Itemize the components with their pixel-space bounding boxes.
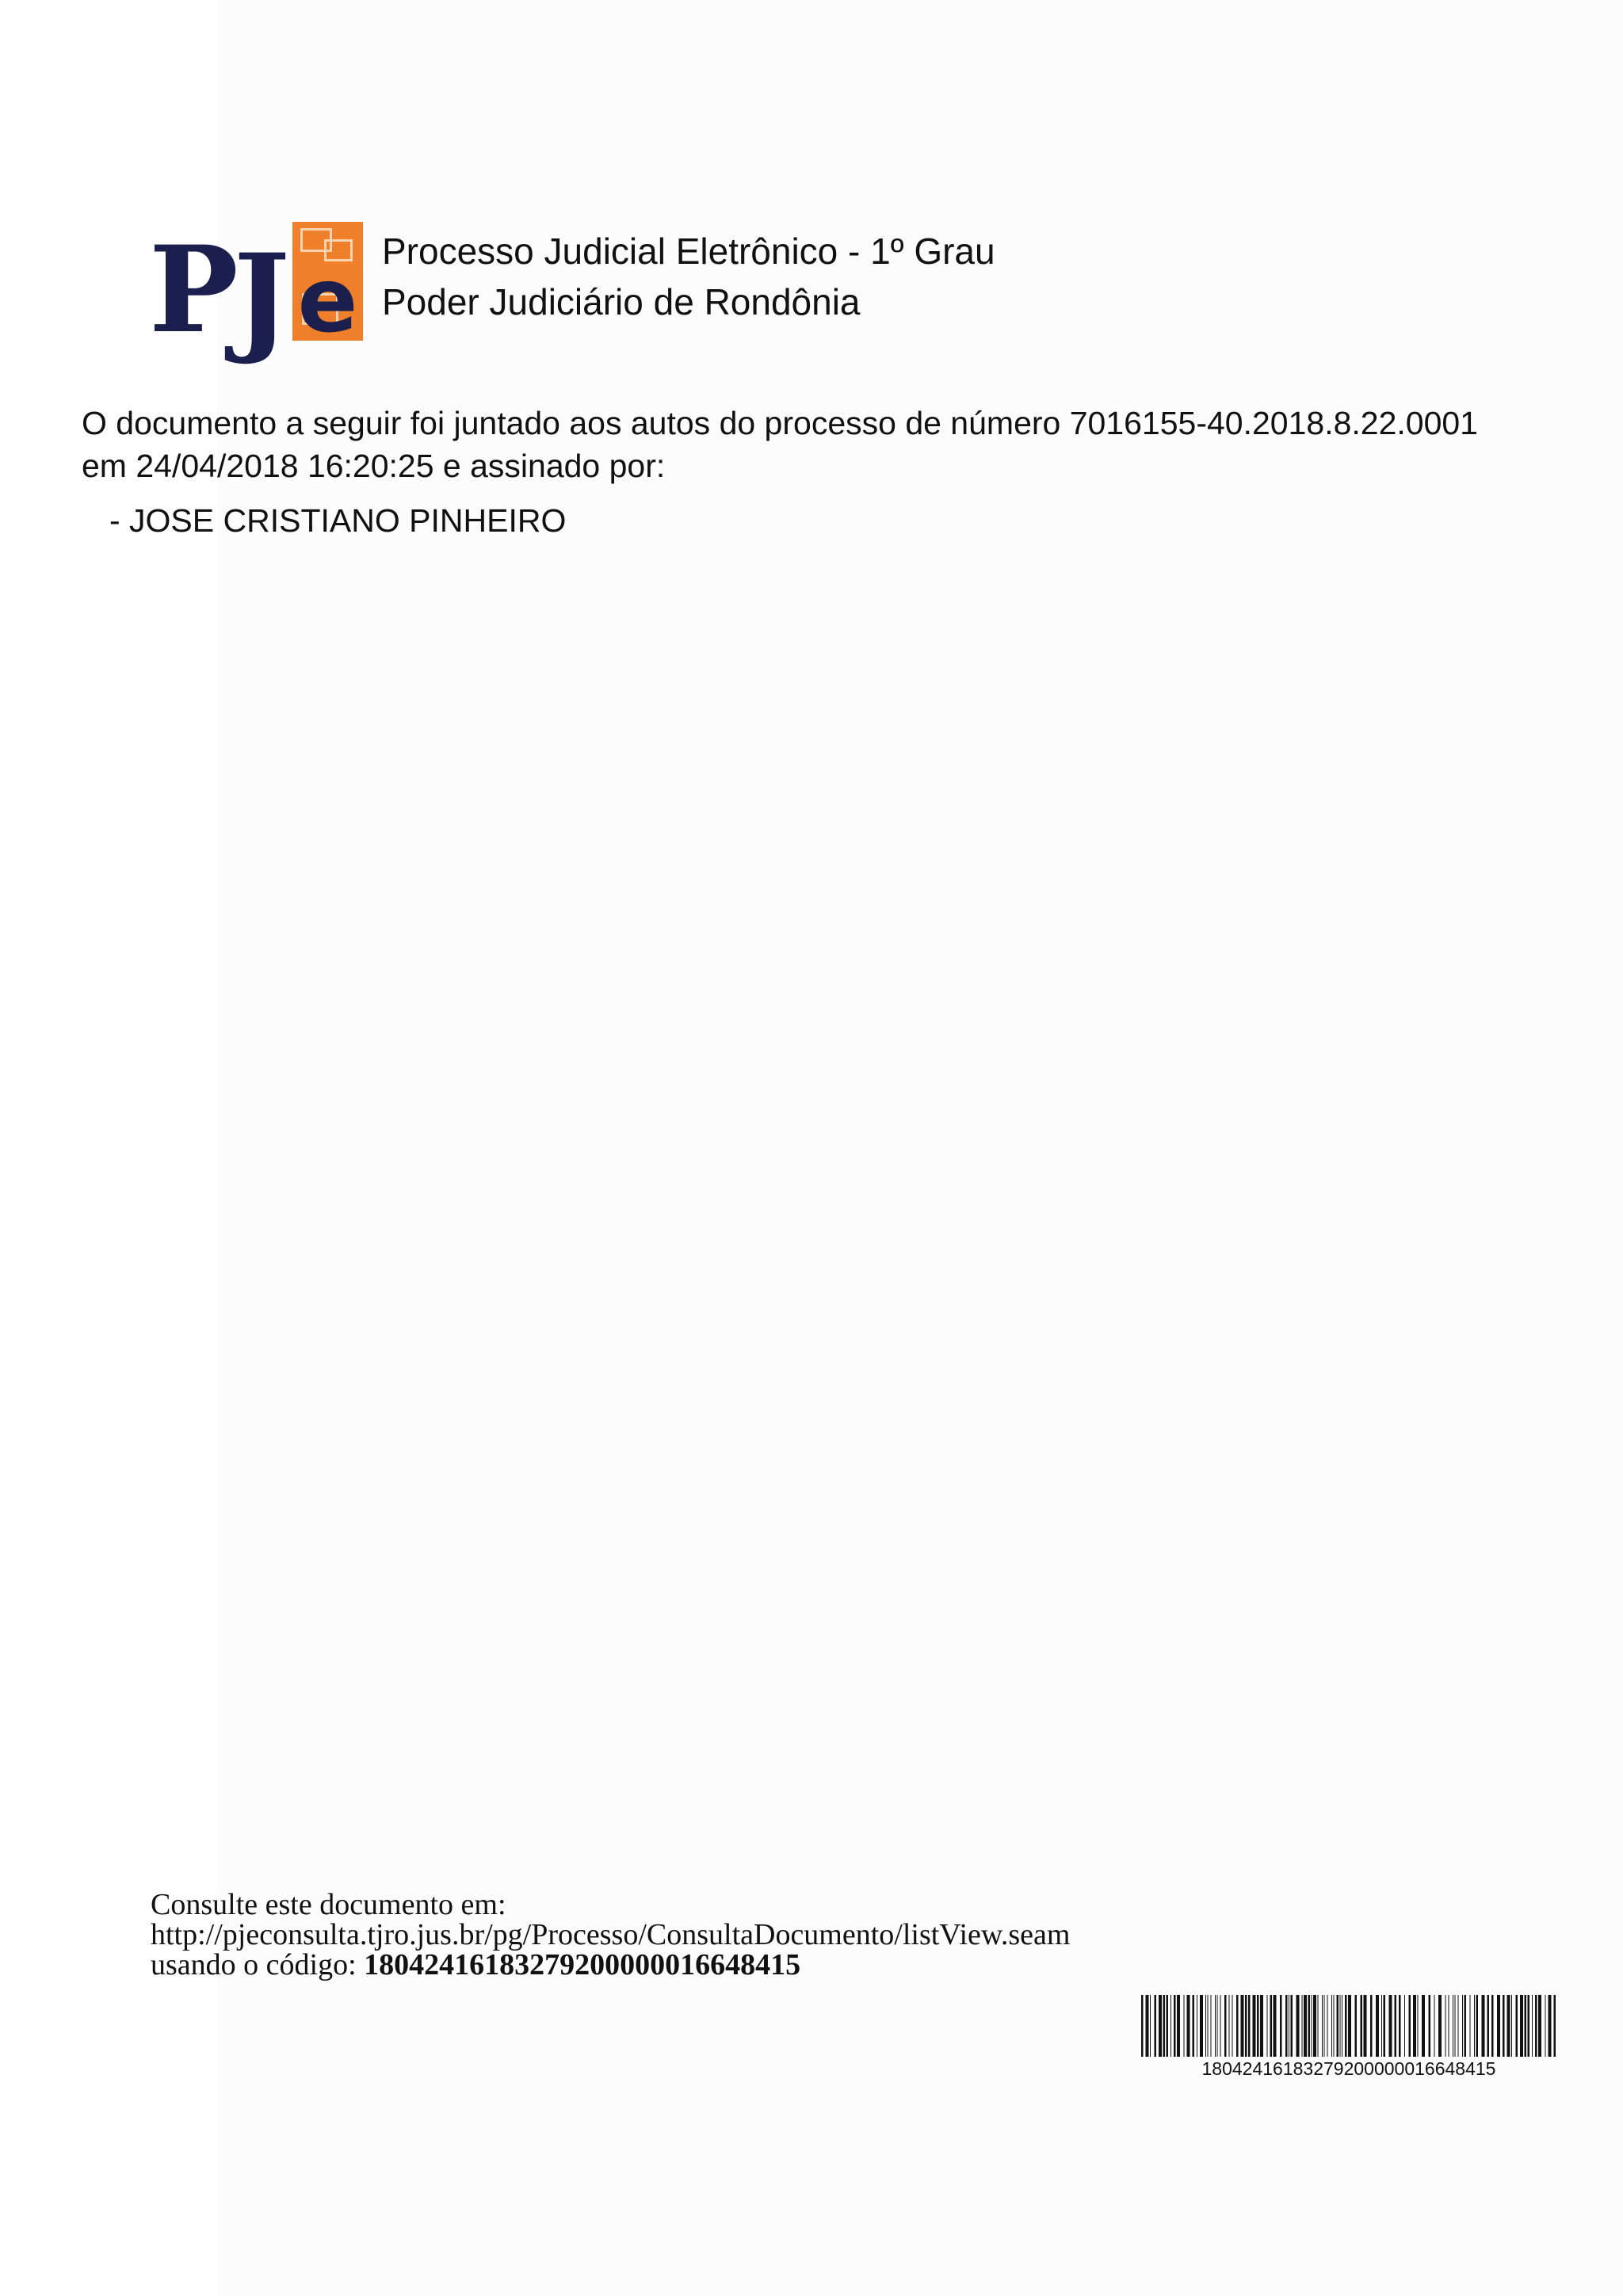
barcode-bar — [1520, 1995, 1523, 2057]
barcode-bar — [1455, 1995, 1456, 2057]
barcode-bar — [1429, 1995, 1431, 2057]
barcode-bar — [1193, 1995, 1195, 2057]
barcode-bar — [1532, 1995, 1533, 2057]
barcode-number: 18042416183279200000016648415 — [1201, 2058, 1496, 2079]
consult-url[interactable]: http://pjeconsulta.tjro.jus.br/pg/Processo/ConsultaDocumento/listView.seam — [151, 1918, 1071, 1951]
barcode-bar — [1270, 1995, 1273, 2057]
barcode-bar — [1445, 1995, 1446, 2057]
barcode-bar — [1384, 1995, 1386, 2057]
barcode-bar — [1224, 1995, 1227, 2057]
barcode-bar — [1217, 1995, 1218, 2057]
barcode-bar — [1462, 1995, 1463, 2057]
barcode-bar — [1248, 1995, 1251, 2057]
barcode-bar — [1491, 1995, 1494, 2057]
barcode-bar — [1458, 1995, 1459, 2057]
barcode-bar — [1241, 1995, 1244, 2057]
barcode-bar — [1200, 1995, 1203, 2057]
barcode-bar — [1507, 1995, 1510, 2057]
barcode-bar — [1150, 1995, 1151, 2057]
barcode-bar — [1404, 1995, 1405, 2057]
barcode-bar — [1296, 1995, 1300, 2057]
barcode-bar — [1322, 1995, 1323, 2057]
barcode-bar — [1324, 1995, 1325, 2057]
barcode-bar — [1511, 1995, 1512, 2057]
code-label: usando o código: — [151, 1948, 357, 1981]
barcode-bar — [1538, 1995, 1541, 2057]
barcode-bar — [1159, 1995, 1162, 2057]
barcode-bar — [1257, 1995, 1259, 2057]
barcode-bar — [1525, 1995, 1527, 2057]
barcode-bar — [1334, 1995, 1335, 2057]
barcode-bar — [1399, 1995, 1401, 2057]
barcode-bar — [1170, 1995, 1171, 2057]
consult-block — [151, 1890, 1070, 1980]
barcode-bar — [1409, 1995, 1411, 2057]
barcode-bar — [1355, 1995, 1358, 2057]
header-subtitle: Poder Judiciário de Rondônia — [382, 281, 861, 322]
barcode-bar — [1395, 1995, 1397, 2057]
pje-logo — [149, 211, 363, 369]
barcode-bar — [1285, 1995, 1288, 2057]
barcode-bar — [1280, 1995, 1282, 2057]
barcode-bar — [1364, 1995, 1367, 2057]
barcode-bar — [1487, 1995, 1490, 2057]
barcode-bar — [1229, 1995, 1230, 2057]
document-code: 18042416183279200000016648415 — [364, 1948, 801, 1981]
barcode-bar — [1208, 1995, 1209, 2057]
barcode-bar — [1340, 1995, 1341, 2057]
barcode-bar — [1413, 1995, 1416, 2057]
barcode-bar — [1482, 1995, 1485, 2057]
barcode-bar — [1434, 1995, 1435, 2057]
barcode-bar — [1418, 1995, 1419, 2057]
barcode-bar — [1274, 1995, 1277, 2057]
barcode-bar — [1141, 1995, 1144, 2057]
barcode-bar — [1465, 1995, 1467, 2057]
barcode-bar — [1528, 1995, 1530, 2057]
barcode-bar — [1220, 1995, 1221, 2057]
barcode-bar — [1232, 1995, 1233, 2057]
barcode-bar — [1545, 1995, 1546, 2057]
barcode-bar — [1337, 1995, 1339, 2057]
logo-letters: PJ — [149, 220, 285, 368]
barcode — [1141, 1995, 1556, 2057]
header-title: Processo Judicial Eletrônico - 1º Grau — [382, 231, 995, 272]
barcode-bar — [1535, 1995, 1537, 2057]
barcode-bar — [1516, 1995, 1518, 2057]
intro-line-1: O documento a seguir foi juntado aos autos do processo de número 7016155-40.2018.8.22.0001 — [82, 405, 1478, 441]
barcode-bar — [1253, 1995, 1256, 2057]
barcode-bar — [1260, 1995, 1263, 2057]
barcode-bar — [1304, 1995, 1307, 2057]
barcode-bar — [1245, 1995, 1247, 2057]
barcode-bar — [1313, 1995, 1316, 2057]
barcode-bar — [1187, 1995, 1190, 2057]
barcode-bar — [1474, 1995, 1475, 2057]
logo-orange-box — [292, 222, 363, 353]
barcode-bar — [1348, 1995, 1351, 2057]
barcode-bar — [1327, 1995, 1328, 2057]
barcode-bar — [1184, 1995, 1185, 2057]
consult-label: Consulte este documento em: — [151, 1888, 506, 1921]
barcode-bar — [1331, 1995, 1332, 2057]
barcode-bar — [1308, 1995, 1311, 2057]
barcode-bar — [1291, 1995, 1293, 2057]
barcode-bar — [1167, 1995, 1169, 2057]
logo-e-letter: e — [297, 250, 358, 353]
barcode-bar — [1438, 1995, 1442, 2057]
barcode-bar — [1549, 1995, 1552, 2057]
barcode-bar — [1174, 1995, 1176, 2057]
barcode-bar — [1503, 1995, 1505, 2057]
barcode-bar — [1146, 1995, 1149, 2057]
barcode-bar — [1155, 1995, 1157, 2057]
barcode-bar — [1163, 1995, 1166, 2057]
barcode-bar — [1470, 1995, 1471, 2057]
barcode-bar — [1236, 1995, 1239, 2057]
signer-name: - JOSE CRISTIANO PINHEIRO — [109, 502, 567, 539]
barcode-bar — [1554, 1995, 1556, 2057]
barcode-bar — [1318, 1995, 1319, 2057]
barcode-bar — [1370, 1995, 1373, 2057]
barcode-bar — [1497, 1995, 1500, 2057]
intro-line-2: em 24/04/2018 16:20:25 e assinado por: — [82, 448, 666, 484]
barcode-bar — [1177, 1995, 1180, 2057]
intro-text — [82, 402, 1587, 487]
barcode-bar — [1389, 1995, 1392, 2057]
barcode-bar — [1267, 1995, 1268, 2057]
barcode-bar — [1381, 1995, 1382, 2057]
barcode-bar — [1215, 1995, 1216, 2057]
barcode-bar — [1422, 1995, 1425, 2057]
barcode-bar — [1376, 1995, 1379, 2057]
barcode-bar — [1205, 1995, 1206, 2057]
barcode-bar — [1211, 1995, 1212, 2057]
barcode-bar — [1302, 1995, 1303, 2057]
barcode-bar — [1345, 1995, 1347, 2057]
barcode-bar — [1361, 1995, 1363, 2057]
barcode-bar — [1476, 1995, 1479, 2057]
